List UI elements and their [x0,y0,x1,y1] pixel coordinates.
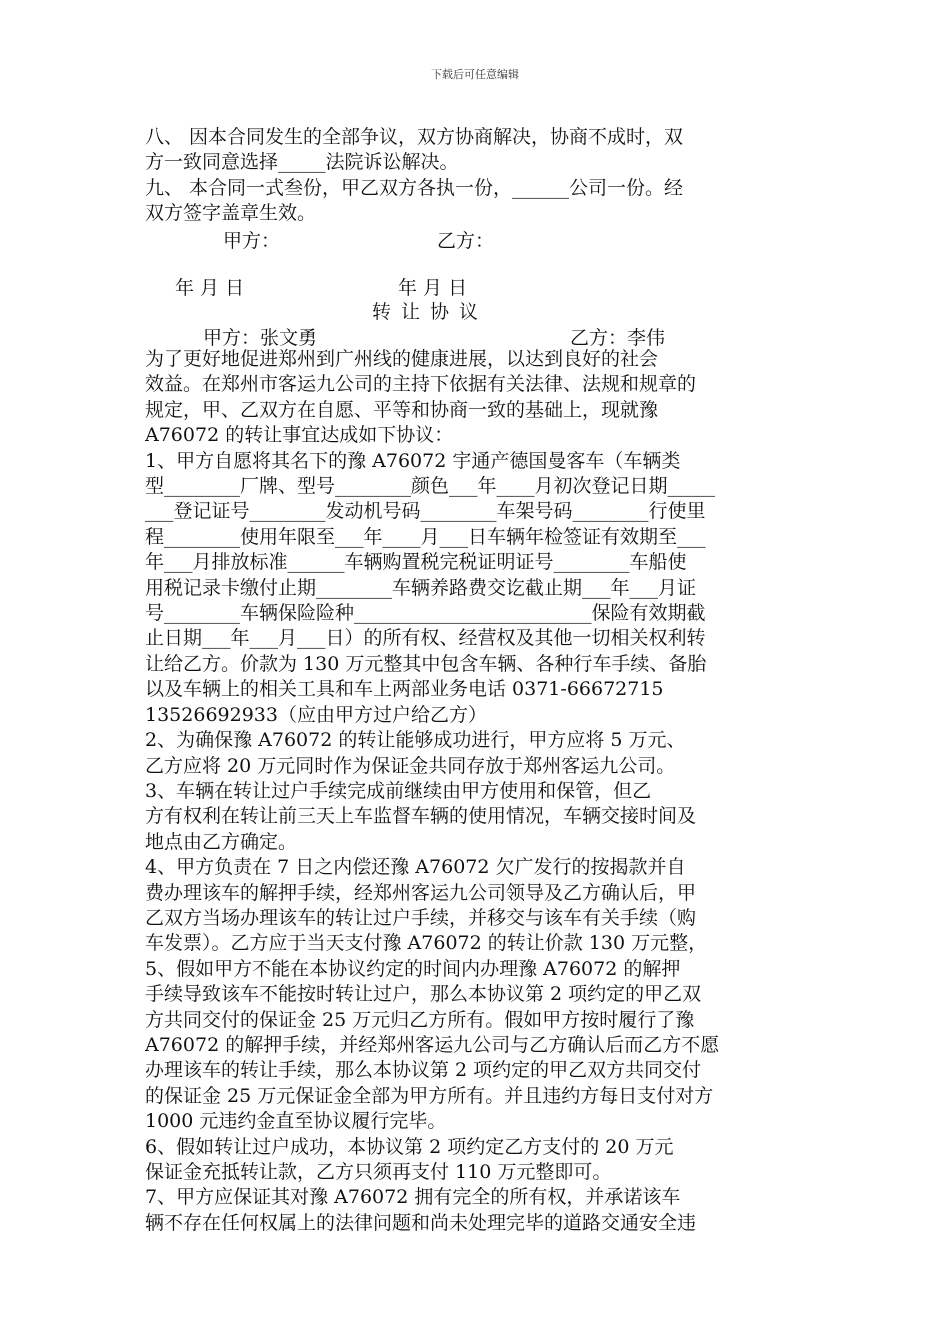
signature-date-b: 年 月 日 [398,277,468,299]
agreement-line: 以及车辆上的相关工具和车上两部业务电话 0371-66672715 [145,678,664,701]
agreement-line: 规定，甲、乙双方在自愿、平等和协商一致的基础上，现就豫 [145,398,659,421]
signature-party-a-label: 甲方： [223,230,281,252]
agreement-line: 让给乙方。价款为 130 万元整其中包含车辆、各种行车手续、备胎 [145,652,707,675]
agreement-line: 保证金充抵转让款，乙方只须再支付 110 万元整即可。 [145,1161,612,1183]
agreement-party-a: 甲方：张文勇 [203,327,318,349]
agreement-line: 3、车辆在转让过户手续完成前继续由甲方使用和保管，但乙 [145,779,652,802]
agreement-line: 乙方应将 20 万元同时作为保证金共同存放于郑州客运九公司。 [145,754,676,777]
page-header-note: 下载后可任意编辑 [431,68,519,81]
agreement-line: 车发票）。乙方应于当天支付豫 A76072 的转让价款 130 万元整， [145,932,708,955]
agreement-line: 方有权利在转让前三天上车监督车辆的使用情况，车辆交接时间及 [145,805,697,828]
agreement-line: 2、为确保豫 A76072 的转让能够成功进行，甲方应将 5 万元、 [145,729,686,752]
signature-party-b-label: 乙方： [437,230,495,252]
agreement-line: 手续导致该车不能按时转让过户，那么本协议第 2 项约定的甲乙双 [145,983,702,1006]
clauses-top [145,125,805,227]
agreement-line: 费办理该车的解押手续，经郑州客运九公司领导及乙方确认后，甲 [145,881,697,904]
agreement-line: 5、假如甲方不能在本协议约定的时间内办理豫 A76072 的解押 [145,957,681,980]
agreement-body [145,347,805,1236]
clause-9-line-2: 双方签字盖章生效。 [145,202,317,225]
agreement-line: 程________使用年限至___年____月___日车辆年检签证有效期至___ [145,525,706,548]
agreement-party-b: 乙方：李伟 [570,327,666,349]
clause-8-line-1: 八、 因本合同发生的全部争议，双方协商解决，协商不成时，双 [145,126,684,148]
clause-8-line-2: 方一致同意选择_____法院诉讼解决。 [145,151,459,174]
agreement-line: 型________厂牌、型号________颜色___年____月初次登记日期_____ [145,475,716,498]
agreement-line: ___登记证号________发动机号码________车架号码________行使里 [145,500,706,523]
agreement-line: A76072 的转让事宜达成如下协议： [145,424,454,447]
agreement-line: 效益。在郑州市客运九公司的主持下依据有关法律、法规和规章的 [145,373,697,396]
agreement-line: 办理该车的转让手续，那么本协议第 2 项约定的甲乙双方共同交付 [145,1059,702,1082]
agreement-line: 号________车辆保险险种_________________________保险有效期截 [145,602,706,625]
agreement-line: 辆不存在任何权属上的法律问题和尚未处理完毕的道路交通安全违 [145,1211,697,1234]
agreement-line: 为了更好地促进郑州到广州线的健康进展，以达到良好的社会 [145,348,659,370]
agreement-line: 1、甲方自愿将其名下的豫 A76072 宇通产德国曼客车（车辆类 [145,449,681,472]
agreement-line: 乙双方当场办理该车的转让过户手续，并移交与该车有关手续（购 [145,906,697,929]
agreement-line: 地点由乙方确定。 [145,830,298,853]
agreement-line: 4、甲方负责在 7 日之内偿还豫 A76072 欠广发行的按揭款并自 [145,856,686,879]
agreement-line: 13526692933（应由甲方过户给乙方） [145,703,487,726]
agreement-line: 用税记录卡缴付止期________车辆养路费交讫截止期___年___月证 [145,576,697,599]
agreement-line: 1000 元违约金直至协议履行完毕。 [145,1110,447,1133]
clause-9-line-1: 九、 本合同一式叁份，甲乙双方各执一份，______公司一份。经 [145,176,684,199]
signature-date-a: 年 月 日 [175,277,245,299]
agreement-line: 的保证金 25 万元保证金全部为甲方所有。并且违约方每日支付对方 [145,1084,714,1107]
agreement-line: 6、假如转让过户成功，本协议第 2 项约定乙方支付的 20 万元 [145,1135,674,1158]
agreement-line: 7、甲方应保证其对豫 A76072 拥有完全的所有权，并承诺该车 [145,1186,681,1209]
agreement-line: 止日期___年___月___日）的所有权、经营权及其他一切相关权利转 [145,627,706,650]
agreement-line: 年___月排放标准______车辆购置税完税证明证号________车船使 [145,551,687,574]
agreement-title: 转让协议 [371,301,488,323]
agreement-line: 方共同交付的保证金 25 万元归乙方所有。假如甲方按时履行了豫 [145,1008,695,1031]
agreement-line: A76072 的解押手续，并经郑州客运九公司与乙方确认后而乙方不愿 [145,1033,720,1056]
